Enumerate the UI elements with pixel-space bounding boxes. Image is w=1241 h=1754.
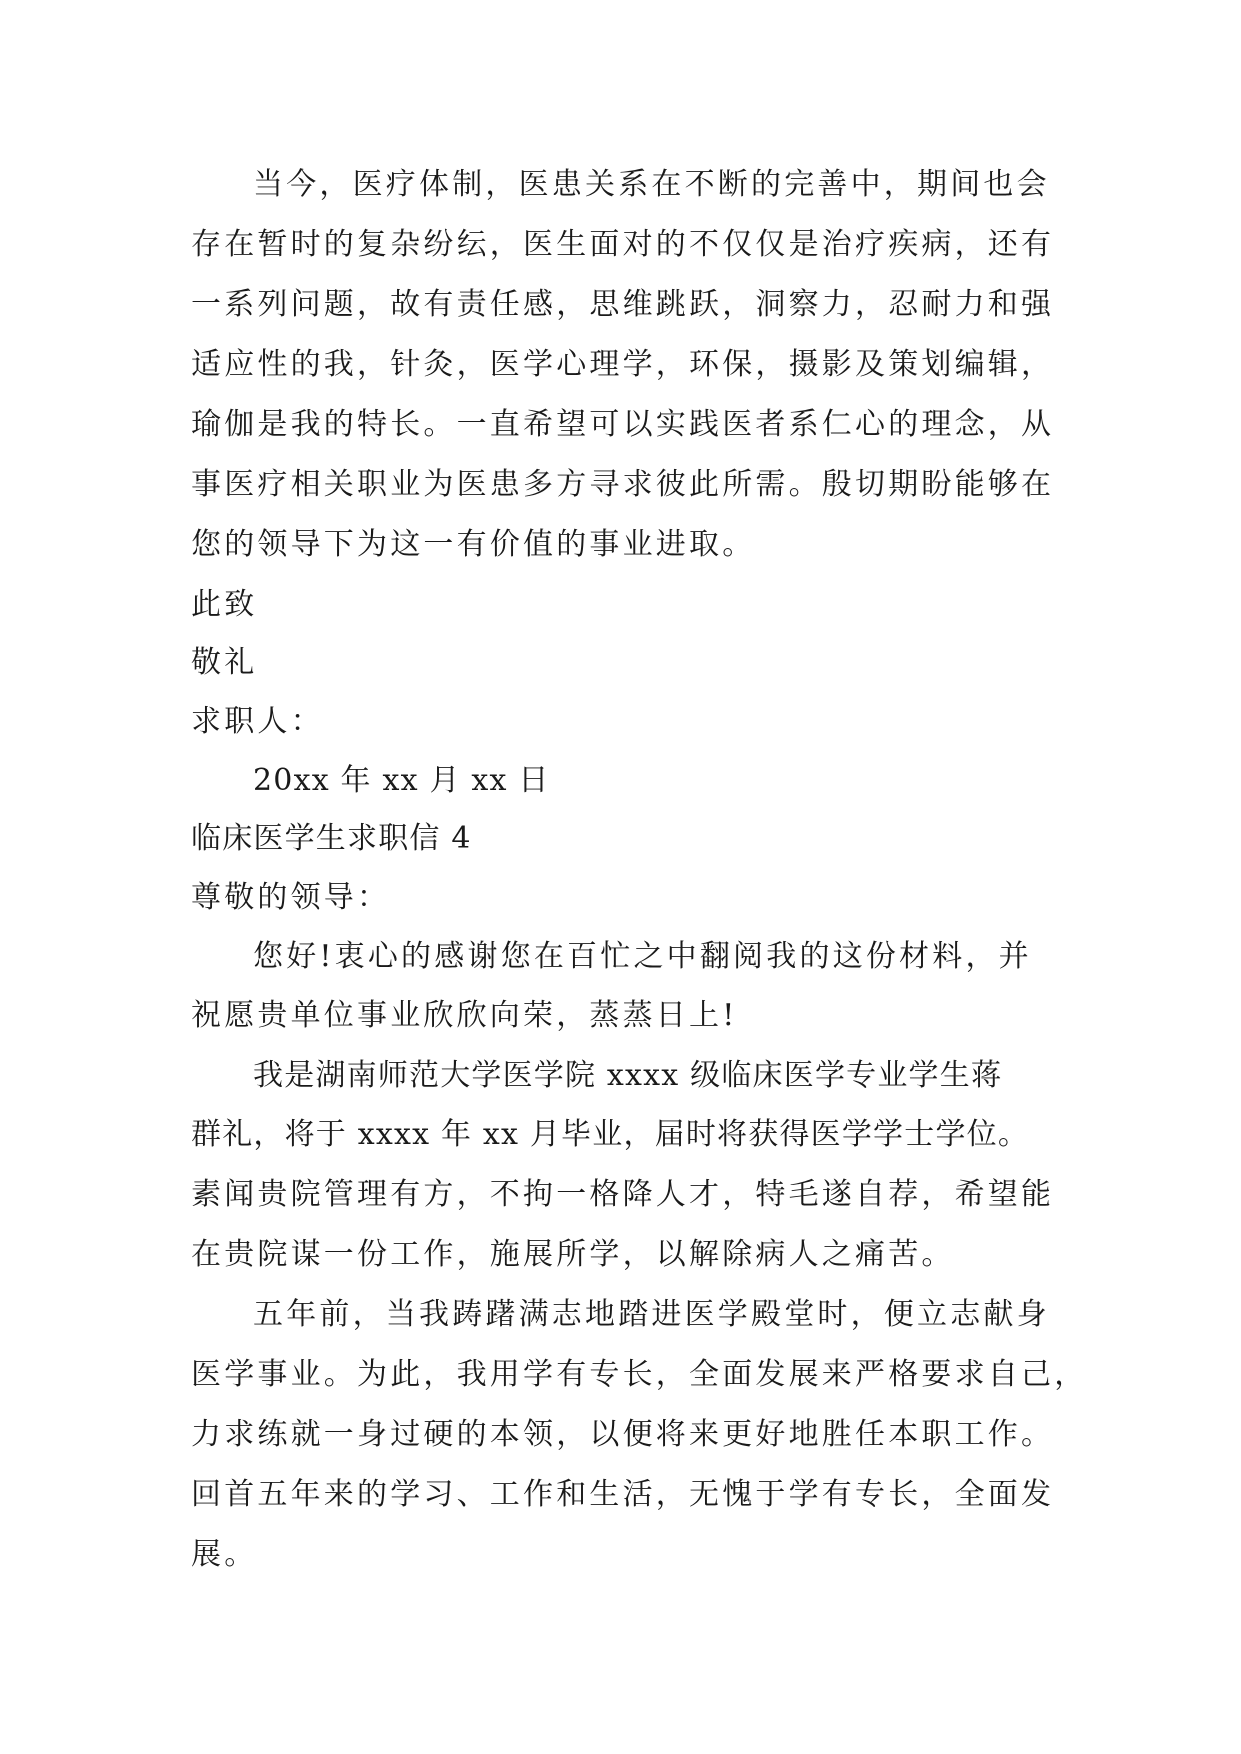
paragraph-line: 在贵院谋一份工作，施展所学，以解除病人之痛苦。 [191,1237,955,1272]
paragraph-line: 群礼，将于 xxxx 年 xx 月毕业，届时将获得医学学士学位。 [191,1117,1030,1152]
paragraph-line: 您的领导下为这一有价值的事业进取。 [191,527,756,562]
paragraph-line: 适应性的我，针灸，医学心理学，环保，摄影及策划编辑， [191,347,1055,382]
closing-line: 此致 [191,587,258,622]
paragraph-line: 五年前，当我踌躇满志地踏进医学殿堂时，便立志献身 [253,1297,1050,1332]
paragraph-line: 医学事业。为此，我用学有专长，全面发展来严格要求自己， [191,1357,1088,1392]
paragraph-line: 瑜伽是我的特长。一直希望可以实践医者系仁心的理念，从 [191,407,1055,442]
paragraph-line: 一系列问题，故有责任感，思维跳跃，洞察力，忍耐力和强 [191,287,1055,322]
closing-line: 敬礼 [191,645,258,680]
paragraph-line: 展。 [191,1537,258,1572]
paragraph-line: 我是湖南师范大学医学院 xxxx 级临床医学专业学生蒋 [253,1058,1003,1093]
paragraph-line: 存在暂时的复杂纷纭，医生面对的不仅仅是治疗疾病，还有 [191,227,1055,262]
paragraph-line: 当今，医疗体制，医患关系在不断的完善中，期间也会 [253,167,1050,202]
salutation: 尊敬的领导： [191,880,391,915]
date-line: 20xx 年 xx 月 xx 日 [253,763,550,798]
section-title: 临床医学生求职信 4 [191,821,472,856]
applicant-label: 求职人： [191,704,324,739]
paragraph-line: 您好!衷心的感谢您在百忙之中翻阅我的这份材料，并 [253,939,1032,974]
paragraph-line: 素闻贵院管理有方，不拘一格降人才，特毛遂自荐，希望能 [191,1177,1055,1212]
paragraph-line: 事医疗相关职业为医患多方寻求彼此所需。殷切期盼能够在 [191,467,1055,502]
paragraph-line: 回首五年来的学习、工作和生活，无愧于学有专长，全面发 [191,1477,1055,1512]
paragraph-line: 力求练就一身过硬的本领，以便将来更好地胜任本职工作。 [191,1417,1055,1452]
paragraph-line: 祝愿贵单位事业欣欣向荣，蒸蒸日上! [191,998,738,1033]
